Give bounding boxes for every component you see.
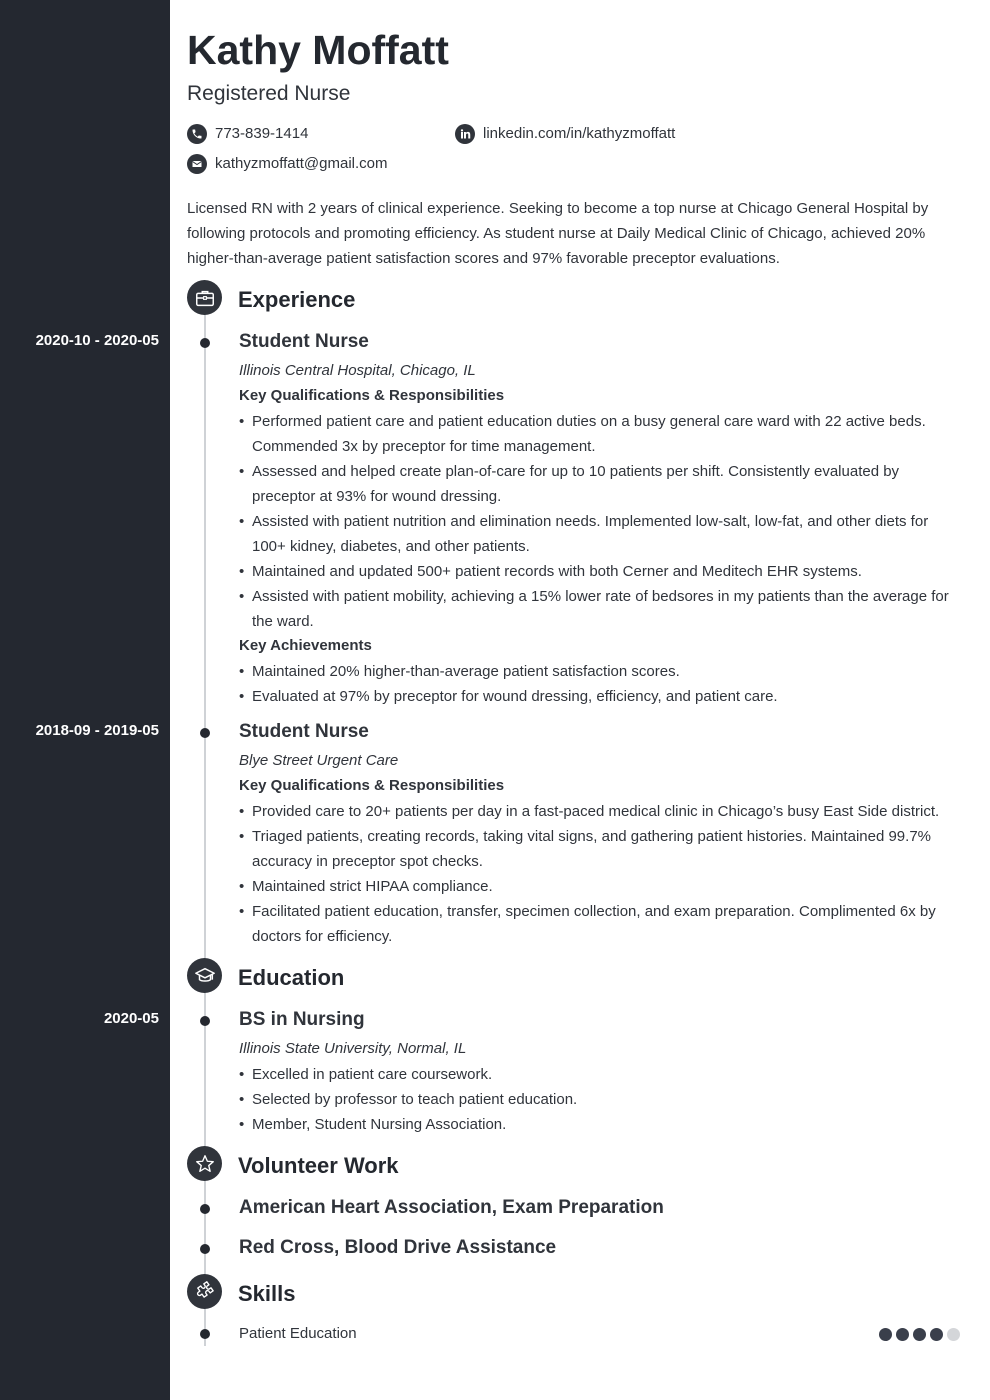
school-name: Illinois State University, Normal, IL xyxy=(239,1040,467,1057)
achievements-heading-1: Key Achievements xyxy=(239,637,372,654)
email-text[interactable]: kathyzmoffatt@gmail.com xyxy=(215,155,388,172)
contact-linkedin[interactable] xyxy=(455,124,675,144)
puzzle-icon xyxy=(187,1274,222,1309)
achievements-list-1 xyxy=(239,659,954,709)
list-item: • Facilitated patient education, transfer, specimen collection, and exam preparation. Complimented 6x by doctors for efficiency. xyxy=(239,899,954,949)
timeline-line xyxy=(204,300,206,1346)
briefcase-icon xyxy=(187,280,222,315)
timeline-dot xyxy=(200,728,210,738)
skills-heading: Skills xyxy=(238,1281,296,1306)
star-icon xyxy=(187,1146,222,1181)
qualifications-heading-2: Key Qualifications & Responsibilities xyxy=(239,777,505,794)
rating-dot-empty xyxy=(947,1328,960,1341)
list-item: • Assisted with patient mobility, achieving a 15% lower rate of bedsores in my patients than the average for the ward. xyxy=(239,584,954,634)
job-title-2: Student Nurse xyxy=(239,721,369,742)
timeline-dot xyxy=(200,1016,210,1026)
list-item: • Performed patient care and patient education duties on a busy general care ward with 22 active beds. Commended 3x by preceptor for time management. xyxy=(239,409,954,459)
list-item: • Maintained strict HIPAA compliance. xyxy=(239,874,954,899)
left-sidebar xyxy=(0,0,170,1400)
timeline-dot xyxy=(200,1204,210,1214)
list-item: • Triaged patients, creating records, taking vital signs, and gathering patient histories. Maintained 99.7% accuracy in preceptor spot checks. xyxy=(239,824,954,874)
phone-icon xyxy=(187,124,207,144)
contact-email[interactable] xyxy=(187,154,388,174)
volunteer-item-2: Red Cross, Blood Drive Assistance xyxy=(239,1237,557,1258)
phone-text: 773-839-1414 xyxy=(215,125,309,142)
rating-dot-filled xyxy=(896,1328,909,1341)
timeline-dot xyxy=(200,1329,210,1339)
linkedin-icon xyxy=(455,124,475,144)
responsibilities-list-2 xyxy=(239,799,954,949)
timeline-dot xyxy=(200,1244,210,1254)
professional-summary: Licensed RN with 2 years of clinical experience. Seeking to become a top nurse at Chicago General Hospital by following protocols and promoting efficiency. As student nurse at Daily Medical Clinic of Chicago, achieved 20% higher-than-average patient satisfaction scores and 97% favorable preceptor evaluations. xyxy=(187,200,929,267)
qualifications-heading-1: Key Qualifications & Responsibilities xyxy=(239,387,505,404)
candidate-title: Registered Nurse xyxy=(187,82,351,105)
responsibilities-list-1 xyxy=(239,409,954,634)
linkedin-text[interactable]: linkedin.com/in/kathyzmoffatt xyxy=(483,125,676,142)
volunteer-heading: Volunteer Work xyxy=(238,1153,399,1178)
contact-phone xyxy=(187,124,308,144)
experience-date-1: 2020-10 - 2020-05 xyxy=(35,332,159,349)
list-item: • Excelled in patient care coursework. xyxy=(239,1062,954,1087)
skill-name: Patient Education xyxy=(239,1325,357,1342)
candidate-name: Kathy Moffatt xyxy=(187,27,449,73)
job-org-1: Illinois Central Hospital, Chicago, IL xyxy=(239,362,476,379)
skill-rating xyxy=(879,1328,964,1341)
volunteer-item-1: American Heart Association, Exam Preparation xyxy=(239,1197,664,1218)
list-item: • Assessed and helped create plan-of-care for up to 10 patients per shift. Consistently evaluated by preceptor at 93% for wound dressing. xyxy=(239,459,954,509)
list-item: • Maintained 20% higher-than-average patient satisfaction scores. xyxy=(239,659,954,684)
timeline-dot xyxy=(200,338,210,348)
list-item: • Maintained and updated 500+ patient records with both Cerner and Meditech EHR systems. xyxy=(239,559,954,584)
list-item: • Member, Student Nursing Association. xyxy=(239,1112,954,1137)
email-icon xyxy=(187,154,207,174)
education-date: 2020-05 xyxy=(103,1010,159,1027)
rating-dot-filled xyxy=(879,1328,892,1341)
list-item: • Assisted with patient nutrition and elimination needs. Implemented low-salt, low-fat, and other diets for 100+ kidney, diabetes, and other patients. xyxy=(239,509,954,559)
job-title-1: Student Nurse xyxy=(239,331,369,352)
education-heading: Education xyxy=(238,965,345,990)
experience-date-2: 2018-09 - 2019-05 xyxy=(35,722,159,739)
rating-dot-filled xyxy=(930,1328,943,1341)
job-org-2: Blye Street Urgent Care xyxy=(239,752,399,769)
degree-title: BS in Nursing xyxy=(239,1009,365,1030)
list-item: • Provided care to 20+ patients per day in a fast-paced medical clinic in Chicago’s busy East Side district. xyxy=(239,799,954,824)
education-list xyxy=(239,1062,954,1137)
list-item: • Selected by professor to teach patient education. xyxy=(239,1087,954,1112)
list-item: • Evaluated at 97% by preceptor for wound dressing, efficiency, and patient care. xyxy=(239,684,954,709)
graduation-cap-icon xyxy=(187,958,222,993)
experience-heading: Experience xyxy=(238,287,356,312)
rating-dot-filled xyxy=(913,1328,926,1341)
